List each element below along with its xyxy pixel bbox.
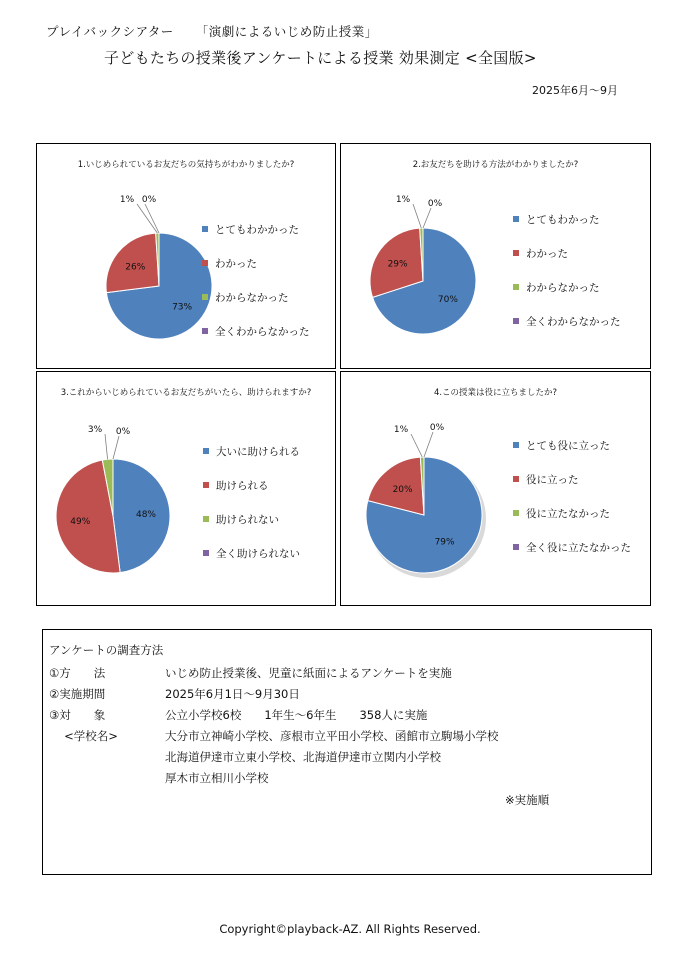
legend-item	[513, 462, 631, 496]
legend-label: 助けられる	[216, 479, 269, 492]
legend-item	[203, 434, 300, 468]
chart-legend	[203, 434, 300, 570]
data-label: 29%	[387, 259, 408, 270]
legend-label: 全く助けられない	[216, 547, 300, 560]
data-label: 79%	[434, 537, 455, 548]
method-row: ②実施期間 2025年6月1日～9月30日	[49, 687, 300, 701]
chart-title: 3.これからいじめられているお友だちがいたら、助けられますか?	[60, 388, 312, 398]
legend-swatch	[203, 482, 209, 488]
method-heading: アンケートの調査方法	[49, 643, 164, 657]
survey-method-box	[42, 629, 652, 875]
legend-label: 全く役に立たなかった	[526, 541, 631, 554]
data-label: 26%	[125, 262, 146, 273]
chart-legend	[513, 202, 621, 338]
copyright: Copyright©playback-AZ. All Rights Reserved.	[219, 922, 481, 936]
data-label: 70%	[437, 295, 458, 306]
legend-label: 全くわからなかった	[526, 315, 621, 328]
chart-title: 1.いじめられているお友だちの気持ちがわかりましたか?	[77, 160, 295, 170]
data-label: 49%	[70, 517, 91, 528]
chart-legend	[513, 428, 631, 564]
method-row: 厚木市立相川小学校	[165, 771, 269, 785]
chart-panel-2	[340, 143, 651, 369]
legend-item	[513, 270, 621, 304]
order-note: ※実施順	[505, 793, 550, 807]
leader-line	[411, 434, 422, 457]
program-name: 「演劇によるいじめ防止授業」	[195, 24, 378, 39]
leader-line	[423, 208, 431, 228]
legend-item	[203, 536, 300, 570]
legend-label: 役に立った	[526, 473, 579, 486]
legend-item	[513, 236, 621, 270]
legend-label: 全くわからなかった	[215, 325, 310, 338]
legend-label: わかった	[215, 257, 257, 270]
data-label: 73%	[172, 302, 193, 313]
chart-title: 2.お友だちを助ける方法がわかりましたか?	[412, 160, 579, 170]
leader-line	[413, 204, 421, 228]
page-title: 子どもたちの授業後アンケートによる授業 効果測定 <全国版>	[104, 49, 537, 67]
legend-item	[203, 468, 300, 502]
legend-label: とてもわかかった	[215, 223, 299, 236]
chart-panel-1	[36, 143, 336, 369]
legend-label: 役に立たなかった	[526, 507, 610, 520]
chart-legend	[202, 212, 310, 348]
legend-swatch	[513, 250, 519, 256]
data-label: 0%	[141, 195, 157, 205]
legend-item	[202, 314, 310, 348]
legend-label: わからなかった	[526, 281, 600, 294]
legend-swatch	[513, 476, 519, 482]
data-label: 1%	[395, 195, 411, 205]
legend-label: 大いに助けられる	[216, 445, 300, 458]
legend-item	[203, 502, 300, 536]
legend-swatch	[202, 294, 208, 300]
legend-item	[202, 246, 310, 280]
legend-swatch	[513, 442, 519, 448]
data-label: 20%	[392, 485, 413, 496]
method-row: <学校名> 大分市立神崎小学校、彦根市立平田小学校、函館市立駒場小学校	[49, 729, 499, 743]
legend-swatch	[203, 550, 209, 556]
legend-swatch	[203, 516, 209, 522]
legend-label: とてもわかった	[526, 213, 600, 226]
legend-label: 助けられない	[216, 513, 279, 526]
data-label: 1%	[119, 195, 135, 205]
legend-label: わからなかった	[215, 291, 289, 304]
legend-item	[513, 530, 631, 564]
data-label: 0%	[429, 423, 445, 433]
leader-line	[113, 436, 119, 459]
chart-title: 4.この授業は役に立ちましたか?	[433, 388, 558, 398]
legend-swatch	[513, 284, 519, 290]
org-name: プレイバックシアター	[46, 24, 174, 39]
legend-item	[513, 304, 621, 338]
legend-swatch	[513, 510, 519, 516]
legend-swatch	[513, 544, 519, 550]
data-label: 48%	[135, 509, 157, 520]
chart-panel-4	[340, 371, 651, 606]
legend-swatch	[202, 226, 208, 232]
method-row: 北海道伊達市立東小学校、北海道伊達市立関内小学校	[165, 750, 441, 764]
legend-swatch	[513, 216, 519, 222]
legend-item	[513, 428, 631, 462]
data-label: 0%	[427, 199, 443, 209]
legend-swatch	[513, 318, 519, 324]
legend-swatch	[203, 448, 209, 454]
header-line	[46, 22, 378, 40]
chart-panel-3	[36, 371, 336, 606]
legend-swatch	[202, 328, 208, 334]
data-label: 3%	[87, 425, 103, 435]
data-label: 0%	[115, 427, 131, 437]
leader-line	[424, 432, 433, 457]
legend-item	[202, 280, 310, 314]
legend-item	[202, 212, 310, 246]
legend-item	[513, 202, 621, 236]
legend-item	[513, 496, 631, 530]
method-row: ③対 象 公立小学校6校 1年生～6年生 358人に実施	[49, 708, 428, 722]
leader-line	[105, 434, 108, 459]
legend-label: とても役に立った	[526, 439, 610, 452]
legend-label: わかった	[526, 247, 568, 260]
data-label: 1%	[393, 425, 409, 435]
method-row: ①方 法 いじめ防止授業後、児童に紙面によるアンケートを実施	[49, 666, 452, 680]
survey-period: 2025年6月～9月	[532, 84, 618, 97]
legend-swatch	[202, 260, 208, 266]
